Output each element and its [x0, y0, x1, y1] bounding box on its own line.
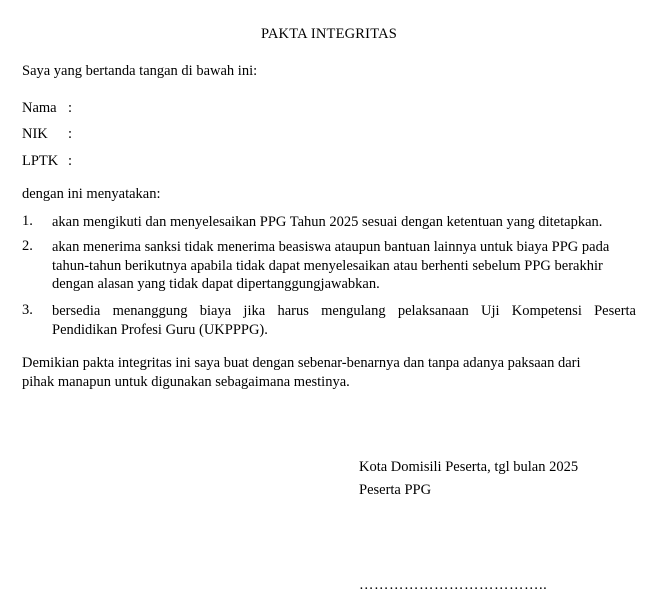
- list-item-text: [52, 302, 636, 339]
- closing-paragraph: [22, 354, 642, 391]
- closing-line: pihak manapun untuk digunakan sebagaimana mestinya.: [22, 373, 350, 390]
- intro-text: Saya yang bertanda tangan di bawah ini:: [22, 63, 258, 79]
- list-item-text: akan mengikuti dan menyelesaikan PPG Tahun 2025 sesuai dengan ketentuan yang ditetapkan.: [52, 214, 603, 230]
- field-nik-label: NIK: [22, 126, 48, 142]
- list-item-line: akan menerima sanksi tidak menerima beasiswa ataupun bantuan lainnya untuk biaya PPG pada: [52, 239, 610, 255]
- list-item-number: 2.: [22, 238, 33, 254]
- list-item-line: dengan alasan yang tidak dapat dipertanggungjawabkan.: [52, 276, 380, 292]
- field-nama-label: Nama: [22, 100, 57, 116]
- list-item-line: tahun-tahun berikutnya apabila tidak dapat menyelesaikan atau berhenti sebelum PPG berakhir: [52, 257, 603, 274]
- list-item-number: 1.: [22, 213, 33, 229]
- field-lptk-label: LPTK: [22, 153, 59, 169]
- field-nik: [22, 126, 72, 143]
- list-item-line: bersedia menanggung biaya jika harus mengulang pelaksanaan Uji Kompetensi Peserta: [52, 303, 636, 319]
- statement-text: dengan ini menyatakan:: [22, 186, 161, 202]
- field-nik-colon: :: [68, 126, 73, 142]
- list-item: [22, 302, 636, 339]
- closing-line: Demikian pakta integritas ini saya buat dengan sebenar-benarnya dan tanpa adanya paksaan dari: [22, 355, 581, 371]
- field-lptk: [22, 153, 72, 170]
- list-item-text: [52, 238, 636, 294]
- document-title: PAKTA INTEGRITAS: [260, 26, 398, 42]
- list-item: [22, 213, 636, 232]
- signature-line: ………………………………..: [359, 577, 548, 593]
- field-nama-colon: :: [68, 100, 73, 116]
- list-item-line: Pendidikan Profesi Guru (UKPPPG).: [52, 321, 268, 338]
- list-item-number: 3.: [22, 302, 33, 318]
- list-item: [22, 238, 636, 294]
- signature-role: Peserta PPG: [359, 482, 432, 498]
- signature-place-date: Kota Domisili Peserta, tgl bulan 2025: [359, 459, 579, 475]
- field-lptk-colon: :: [68, 153, 73, 169]
- field-nama: [22, 100, 72, 117]
